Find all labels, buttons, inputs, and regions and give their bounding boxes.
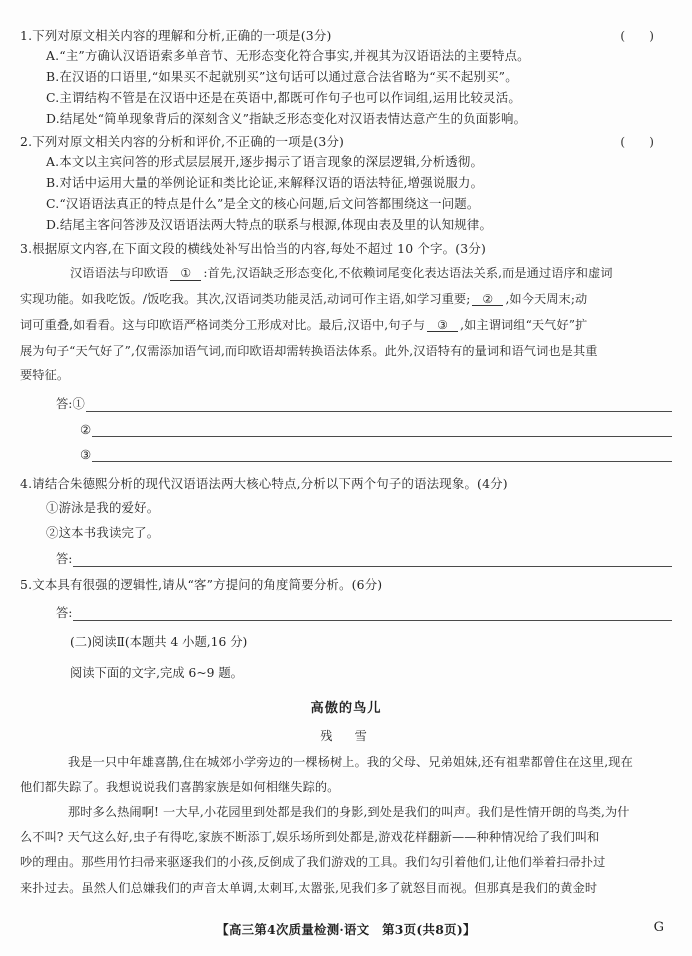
- answer-line[interactable]: [86, 400, 672, 412]
- question-3-answer-row-2: [20, 423, 672, 437]
- question-3: [20, 243, 672, 462]
- question-4-stem: 4.请结合朱德熙分析的现代汉语语法两大核心特点,分析以下两个句子的语法现象。(4分): [20, 475, 508, 491]
- question-4-item-2: ②这本书我读完了。: [46, 524, 160, 540]
- article-body-line: 来扑过去。虽然人们总嫌我们的声音太单调,太刺耳,太嚣张,见我们多了就怒目而视。但那真是我们的黄金时: [20, 880, 598, 895]
- question-2-option-d[interactable]: D.结尾主客问答涉及汉语语法两大特点的联系与根源,体现由表及里的认知规律。: [46, 216, 493, 232]
- answer-label: 答:: [56, 605, 73, 620]
- question-1-option-a[interactable]: A.“主”方确认汉语语索多单音节、无形态变化符合事实,并视其为汉语语法的主要特点。: [46, 48, 530, 64]
- question-5-answer-row: [20, 603, 672, 621]
- question-2-option-a[interactable]: A.本文以主宾问答的形式层层展开,逐步揭示了语言现象的深层逻辑,分析透彻。: [46, 153, 484, 169]
- question-5: [20, 579, 672, 620]
- section-reading-2: [20, 632, 672, 894]
- passage-line: 展为句子“天气好了”,仅需添加语气词,而印欧语却需转换语法体系。此外,汉语特有的量词和语气词也是其重: [20, 343, 598, 358]
- article-body-line: 吵的理由。那些用竹扫帚来驱逐我们的小孩,反倒成了我们游戏的工具。我们勾引着他们,让他们举着扫帚扑过: [20, 855, 606, 870]
- question-1-answer-bracket[interactable]: ( ): [620, 28, 664, 43]
- question-1-stem-row: [20, 30, 672, 42]
- question-1-option-c[interactable]: C.主谓结构不管是在汉语中还是在英语中,都既可作句子也可以作词组,运用比较灵活。: [46, 90, 521, 106]
- fill-blank-2[interactable]: ②: [472, 293, 503, 306]
- question-3-answer-row-3: [20, 448, 672, 462]
- passage-line: [20, 319, 672, 332]
- question-3-stem: 3.根据原文内容,在下面文段的横线处补写出恰当的内容,每处不超过 10 个字。(3分): [20, 241, 486, 257]
- fill-blank-3[interactable]: ③: [427, 319, 458, 332]
- passage-text: 词可重叠,如看看。这与印欧语严格词类分工形成对比。最后,汉语中,句子与: [20, 317, 426, 332]
- passage-text: 实现功能。如我吃饭。/饭吃我。其次,汉语词类功能灵活,动词可作主语,如学习重要;: [20, 292, 471, 307]
- article-body-line: 他们都失踪了。我想说说我们喜鹊家族是如何相继失踪的。: [20, 779, 340, 794]
- fill-blank-1[interactable]: ①: [170, 267, 201, 280]
- question-2: [20, 133, 672, 232]
- answer-label: 答:: [56, 552, 73, 567]
- question-1-option-b[interactable]: B.在汉语的口语里,“如果买不起就别买”这句话可以通过意合法省略为“买不起别买”。: [46, 69, 518, 85]
- answer-line[interactable]: [73, 555, 672, 567]
- question-2-stem: 2.下列对原文相关内容的分析和评价,不正确的一项是(3分): [20, 133, 345, 149]
- passage-text: 汉语语法与印欧语: [70, 266, 169, 281]
- answer-line[interactable]: [73, 609, 672, 621]
- answer-label: ②: [80, 422, 92, 437]
- question-4-answer-row: [20, 549, 672, 567]
- question-1: [20, 30, 672, 126]
- question-3-answer-row-1: [20, 394, 672, 412]
- question-4: [20, 475, 672, 567]
- question-5-stem: 5.文本具有很强的逻辑性,请从“客”方提问的角度简要分析。(6分): [20, 577, 383, 593]
- passage-text: ,如主谓词组“天气好”扩: [460, 317, 588, 332]
- question-2-stem-row: [20, 133, 672, 149]
- question-1-option-d[interactable]: D.结尾处“简单现象背后的深刻含义”指缺乏形态变化对汉语表情达意产生的负面影响。: [46, 111, 527, 127]
- article-author: 残 雪: [320, 728, 372, 743]
- answer-line[interactable]: [92, 425, 672, 437]
- question-3-passage: [20, 267, 672, 381]
- passage-text: :首先,汉语缺乏形态变化,不依赖词尾变化表达语法关系,而是通过语序和虚词: [203, 266, 613, 281]
- article-body-line: 我是一只中年雄喜鹊,住在城郊小学旁边的一棵杨树上。我的父母、兄弟姐妹,还有祖辈都曾住在这里,现在: [68, 754, 633, 769]
- footer-code: G: [653, 920, 664, 935]
- article-body: [20, 756, 672, 894]
- answer-label: ③: [80, 447, 92, 462]
- question-1-stem: 1.下列对原文相关内容的理解和分析,正确的一项是(3分): [20, 28, 332, 43]
- answer-line[interactable]: [92, 450, 672, 462]
- article-body-line: 那时多么热闹啊! 一大早,小花园里到处都是我们的身影,到处是我们的叫声。我们是性情开朗的鸟类,为什: [68, 805, 630, 820]
- question-2-option-c[interactable]: C.“汉语语法真正的特点是什么”是全文的核心问题,后文问答都围绕这一问题。: [46, 195, 480, 211]
- section-instruction: 阅读下面的文字,完成 6~9 题。: [70, 665, 243, 680]
- footer-page-info: 【高三第4次质量检测·语文 第3页(共8页)】: [216, 922, 476, 937]
- article-title: 高傲的鸟儿: [310, 700, 382, 716]
- passage-line: [20, 293, 672, 306]
- section-heading: (二)阅读Ⅱ(本题共 4 小题,16 分): [70, 634, 248, 649]
- page-footer: [20, 920, 672, 940]
- passage-text: ,如今天周末;动: [505, 292, 588, 307]
- question-2-option-b[interactable]: B.对话中运用大量的举例论证和类比论证,来解释汉语的语法特征,增强说服力。: [46, 174, 484, 190]
- passage-line: [20, 267, 672, 280]
- question-4-item-1: ①游泳是我的爱好。: [46, 500, 160, 516]
- answer-label: 答:①: [56, 396, 85, 411]
- passage-line: 要特征。: [20, 368, 70, 383]
- question-2-answer-bracket[interactable]: ( ): [620, 133, 664, 149]
- article-body-line: 么不叫? 天气这么好,虫子有得吃,家族不断添丁,娱乐场所到处都是,游戏花样翻新——种种情况给了我们叫和: [20, 830, 600, 845]
